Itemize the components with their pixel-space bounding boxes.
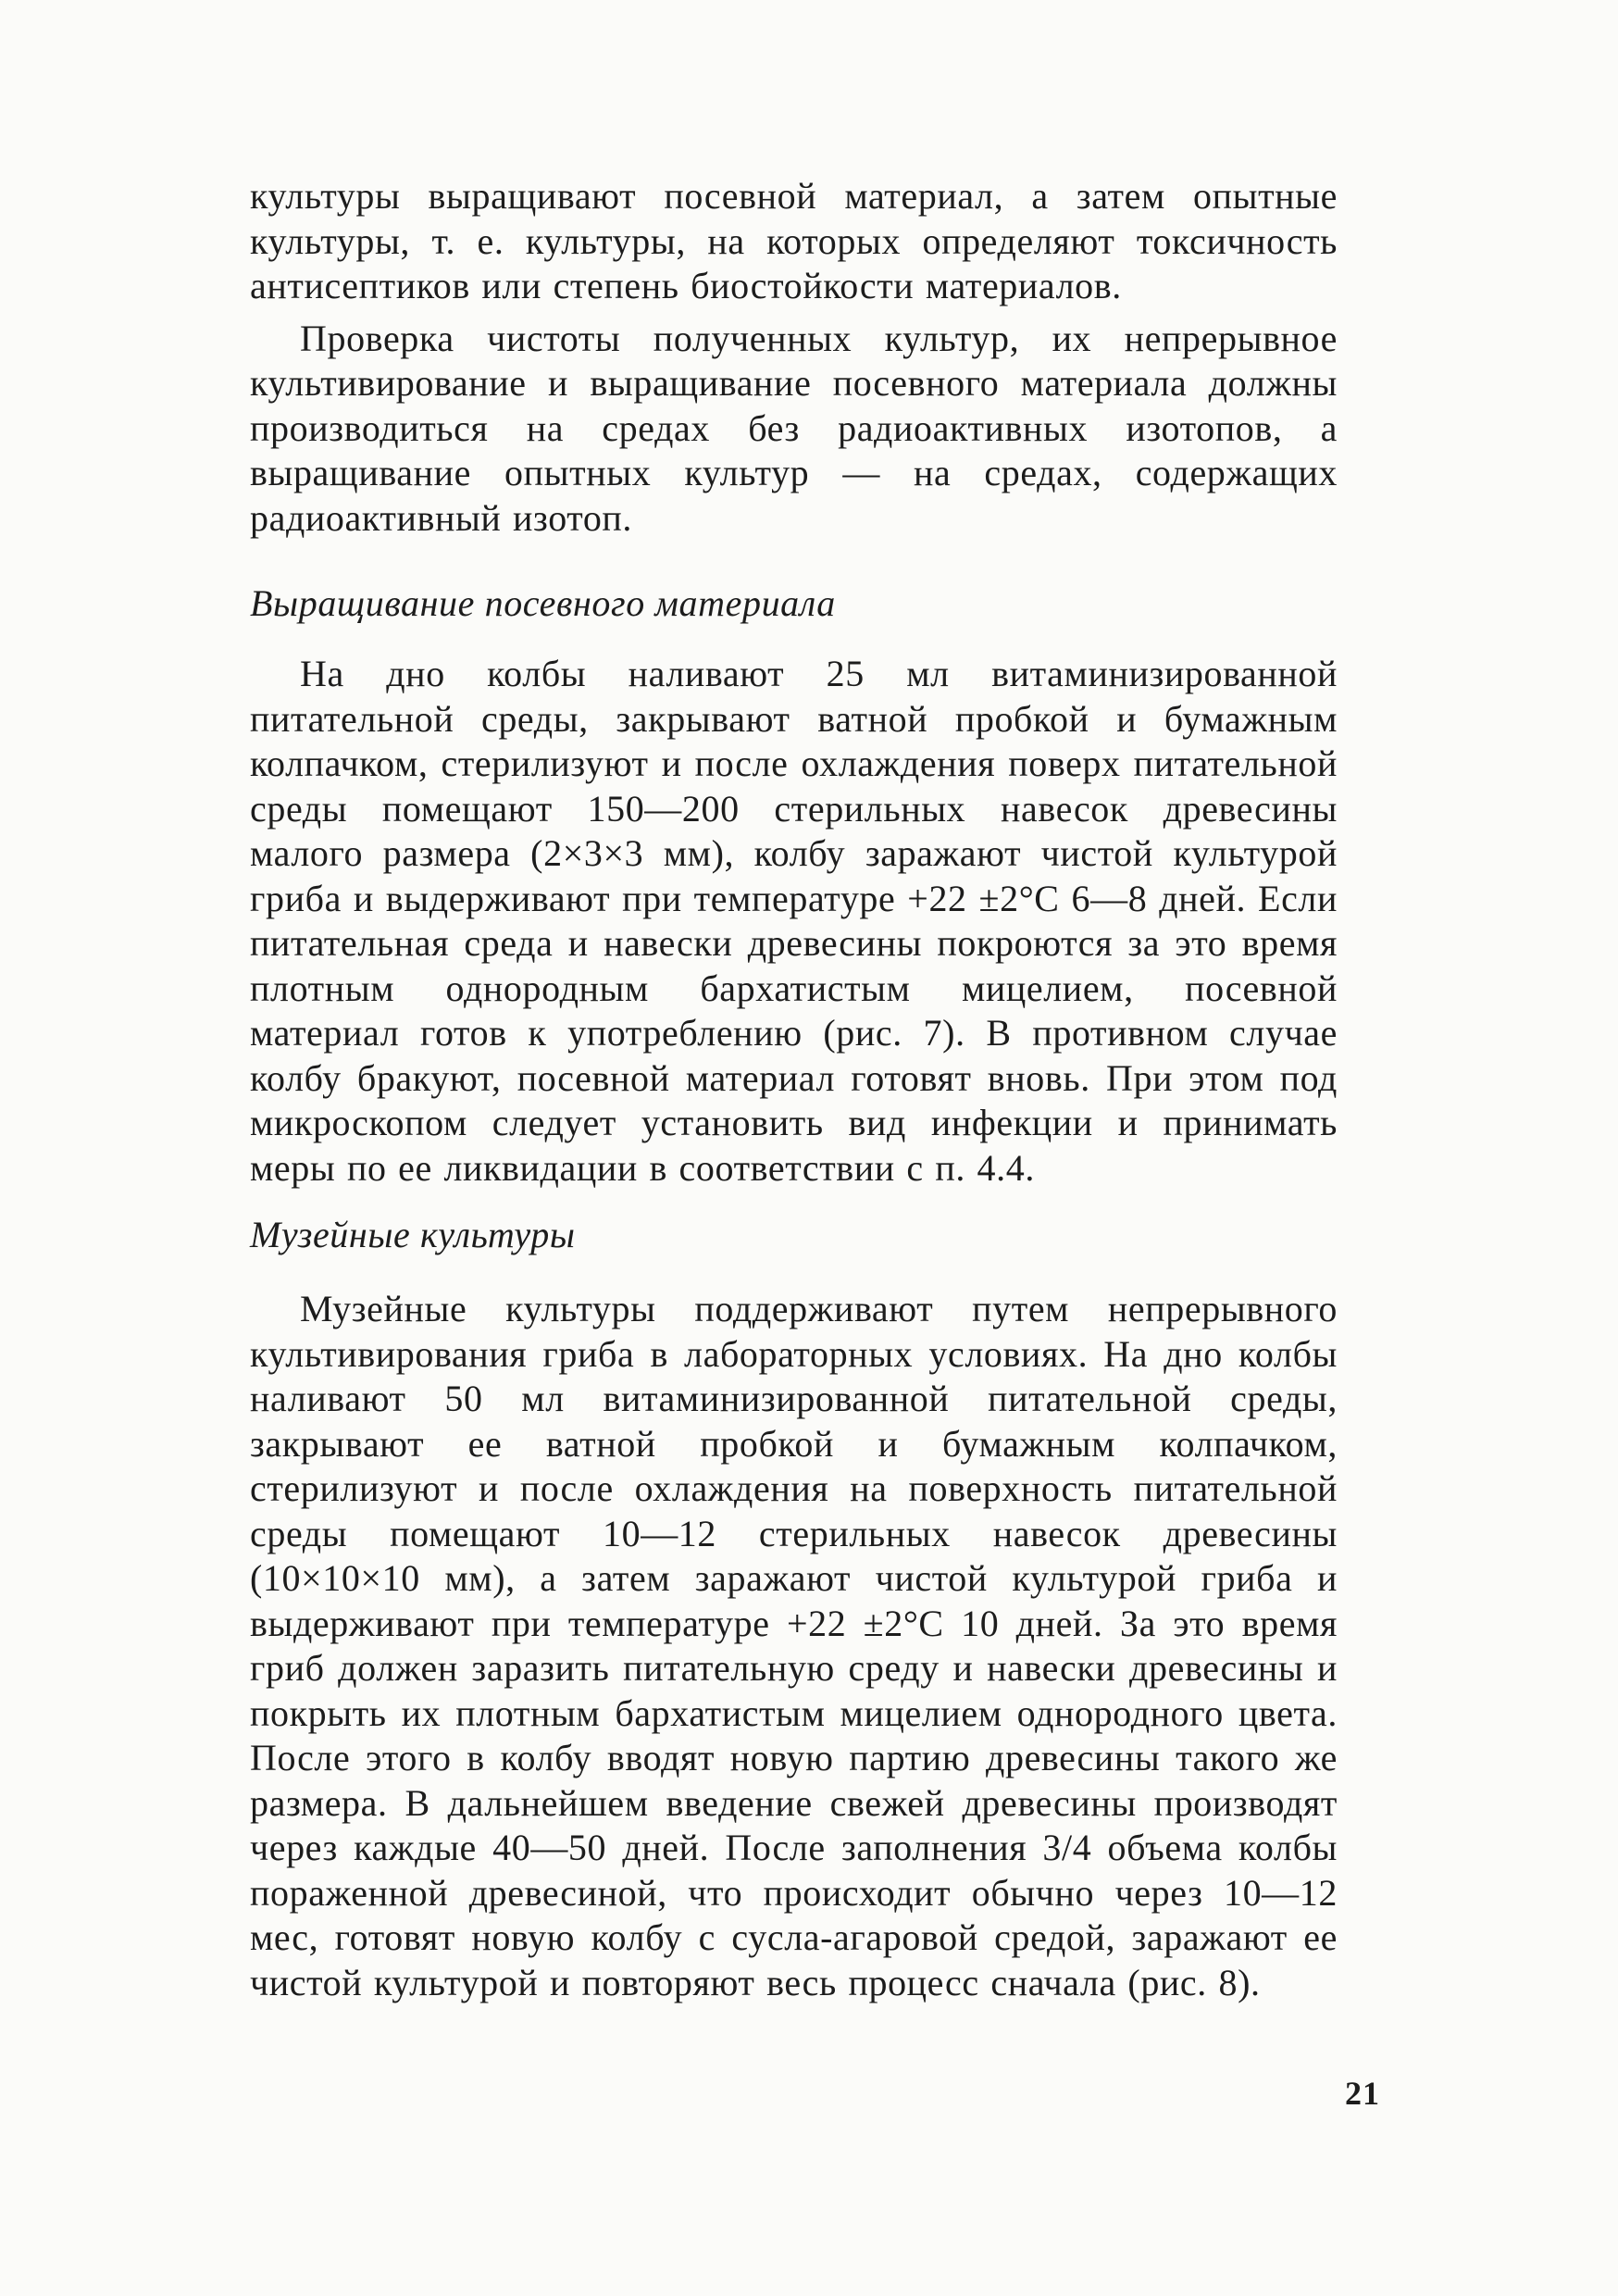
page-number: 21 (1345, 2075, 1380, 2112)
section-heading-seed-material: Выращивание посевного материала (250, 582, 836, 624)
paragraph-continuation: культуры выращивают посевной материал, а затем опытные культуры, т. е. культуры, на которых определяют токсичность антисептиков или степень биостойкости материалов. (250, 175, 1338, 306)
paragraph-museum-cultures: Музейные культуры поддерживают путем непрерывного культивирования гриба в лабораторных условиях. На дно колбы наливают 50 мл витаминизированной питательной среды, закрывают ее ватной пробкой и бумажным колпачком, стерилизуют и после охлаждения на поверхность питательной среды помещают 10—12 стерильных навесок древесины (10×10×10 мм), а затем заражают чистой культурой гриба и выдерживают при температуре +22 ±2°C 10 дней. За это время гриб должен заразить питательную среду и навески древесины и покрыть их плотным бархатистым мицелием однородного цвета. После этого в колбу вводят новую партию древесины такого же размера. В дальнейшем введение свежей древесины производят через каждые 40—50 дней. После заполнения 3/4 объема колбы пораженной древесиной, что происходит обычно через 10—12 мес, готовят новую колбу с сусла-агаровой средой, заражают ее чистой культурой и повторяют весь процесс сначала (рис. 8). (250, 1288, 1338, 2003)
paragraph-purity-check: Проверка чистоты полученных культур, их непрерывное культивирование и выращивание посевного материала должны производиться на средах без радиоактивных изотопов, а выращивание опытных культур — на средах, содержащих радиоактивный изотоп. (250, 317, 1338, 539)
section-heading-museum-cultures: Музейные культуры (250, 1214, 576, 1255)
paragraph-seed-material: На дно колбы наливают 25 мл витаминизированной питательной среды, закрывают ватной пробкой и бумажным колпачком, стерилизуют и после охлаждения поверх питательной среды помещают 150—200 стерильных навесок древесины малого размера (2×3×3 мм), колбу заражают чистой культурой гриба и выдерживают при температуре +22 ±2°C 6—8 дней. Если питательная среда и навески древесины покроются за это время плотным однородным бархатистым мицелием, посевной материал готов к употреблению (рис. 7). В противном случае колбу бракуют, посевной материал готовят вновь. При этом под микроскопом следует установить вид инфекции и принимать меры по ее ликвидации в соответствии с п. 4.4. (250, 653, 1338, 1189)
page-text-block (250, 174, 1338, 2005)
